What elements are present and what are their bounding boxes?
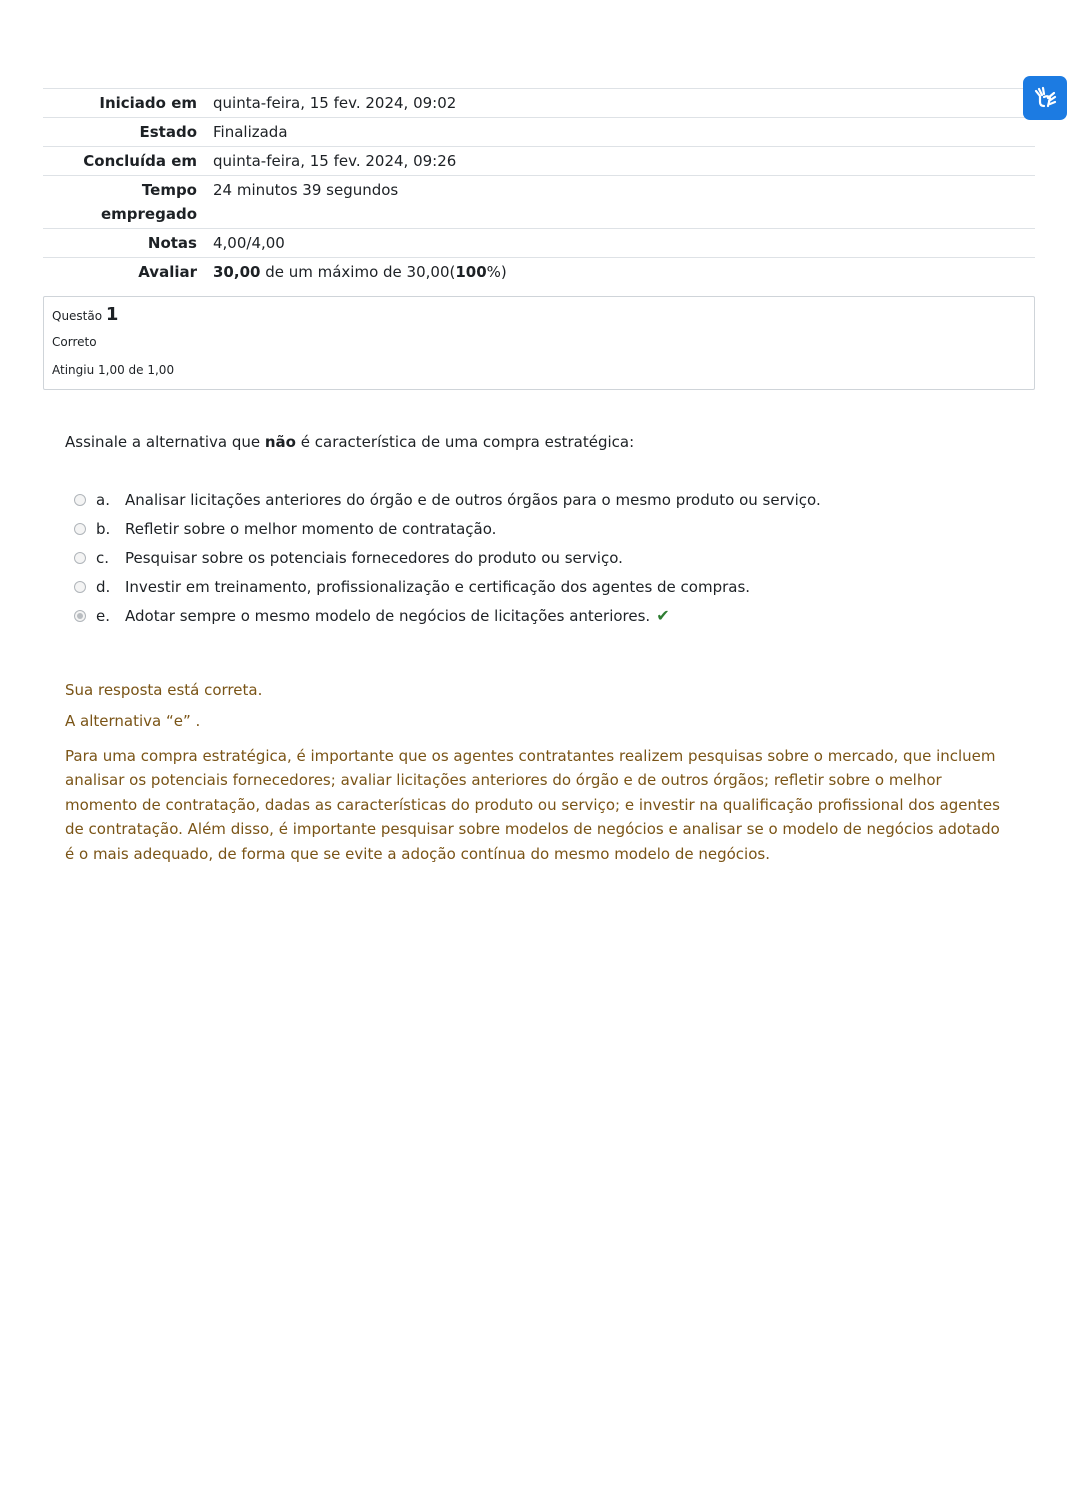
answer-text: Adotar sempre o mesmo modelo de negócios de licitações anteriores. [125,606,651,625]
feedback-answer-key: A alternativa “e” . [65,712,201,730]
answer-text: Pesquisar sobre os potenciais fornecedores do produto ou serviço. [125,548,623,567]
question-grade: Atingiu 1,00 de 1,00 [52,363,175,377]
question-text-end: é característica de uma compra estratégica: [295,433,635,451]
summary-row-started [43,89,1035,118]
answer-text: Refletir sobre o melhor momento de contratação. [125,519,497,538]
radio-a[interactable] [74,494,86,506]
answer-letter: b. [96,519,111,538]
grade-label: Avaliar [43,258,213,287]
answer-option-b[interactable] [74,514,821,543]
answer-letter: a. [96,490,110,509]
sign-language-icon [1031,84,1059,112]
grade-score: 30,00 [213,263,261,281]
question-number-value: 1 [105,304,119,325]
summary-row-grade [43,258,1035,287]
question-text-bold: não [264,433,296,451]
state-value: Finalizada [213,118,1035,147]
time-value: 24 minutos 39 segundos [213,176,1035,229]
completed-value: quinta-feira, 15 fev. 2024, 09:26 [213,147,1035,176]
question-text-start: Assinale a alternativa que [65,433,265,451]
question-info-box [43,296,1035,390]
check-icon: ✔ [656,606,670,625]
grade-middle: de um máximo de 30,00( [260,263,456,281]
marks-label: Notas [43,229,213,258]
answer-option-e[interactable] [74,601,821,630]
time-label-line1: Tempo [141,181,197,199]
started-value: quinta-feira, 15 fev. 2024, 09:02 [213,89,1035,118]
answer-option-a[interactable] [74,485,821,514]
answer-letter: c. [96,548,110,567]
state-label: Estado [43,118,213,147]
radio-c[interactable] [74,552,86,564]
time-label [43,176,213,229]
answer-option-c[interactable] [74,543,821,572]
quiz-summary-table [43,88,1035,286]
answer-text: Analisar licitações anteriores do órgão e de outros órgãos para o mesmo produto ou serviço. [125,490,821,509]
radio-b[interactable] [74,523,86,535]
answer-letter: d. [96,577,111,596]
grade-percent: 100 [455,263,487,281]
question-label: Questão [52,309,103,323]
answer-option-d[interactable] [74,572,821,601]
feedback-explanation: Para uma compra estratégica, é importante que os agentes contratantes realizem pesquisas sobre o mercado, que incluem analisar os potenciais fornecedores; avaliar licitações anteriores do órgão e de outros órgãos; refletir sobre o melhor momento de contratação, dadas as características do produto ou serviço; e investir na qualificação profissional dos agentes de contratação. Além disso, é importante pesquisar sobre modelos de negócios e analisar se o modelo de negócios adotado é o mais adequado, de forma que se evite a adoção contínua do mesmo modelo de negócios. [65,747,1000,863]
summary-row-marks [43,229,1035,258]
question-text [65,433,634,451]
grade-value [213,258,1035,287]
started-label: Iniciado em [43,89,213,118]
marks-value: 4,00/4,00 [213,229,1035,258]
question-state: Correto [52,335,97,349]
completed-label: Concluída em [43,147,213,176]
feedback-correct-message: Sua resposta está correta. [65,681,263,699]
question-number [52,304,118,325]
answer-letter: e. [96,606,110,625]
vlibras-button[interactable] [1023,76,1067,120]
time-label-line2: empregado [100,205,197,223]
grade-end: %) [486,263,507,281]
radio-d[interactable] [74,581,86,593]
feedback-section [65,680,1010,866]
summary-row-time [43,176,1035,229]
radio-e-selected[interactable] [74,610,86,622]
summary-row-state [43,118,1035,147]
answer-list [74,485,821,630]
summary-row-completed [43,147,1035,176]
answer-text: Investir em treinamento, profissionalização e certificação dos agentes de compras. [125,577,751,596]
